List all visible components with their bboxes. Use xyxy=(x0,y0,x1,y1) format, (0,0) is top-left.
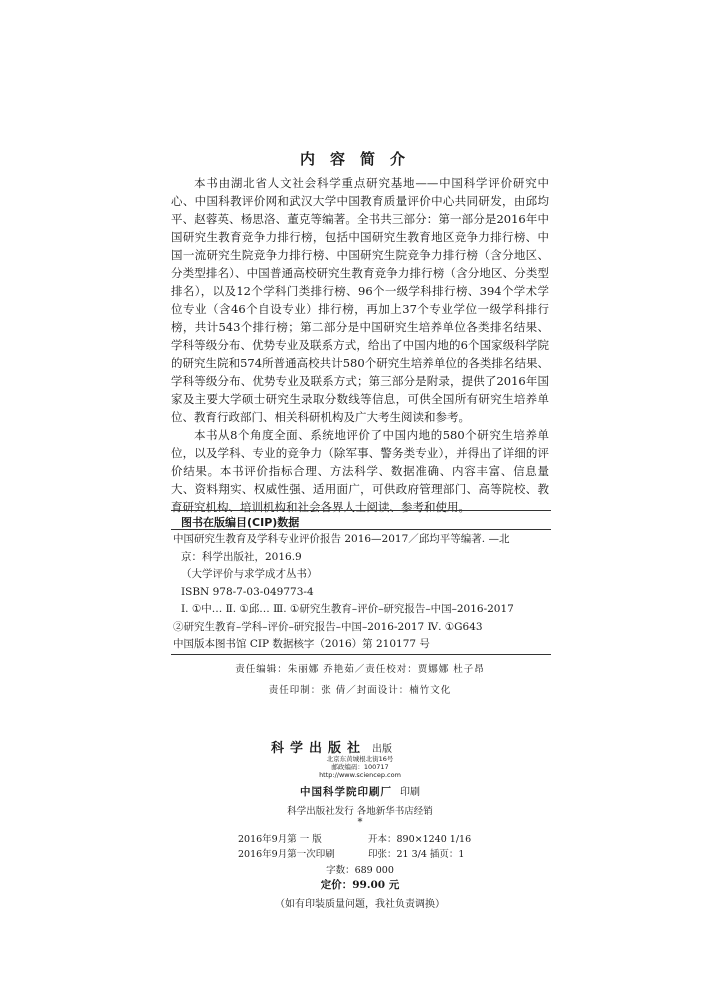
cip-line-series: （大学评价与求学成才丛书） xyxy=(181,568,318,580)
cip-bottom-rule xyxy=(171,654,551,655)
quality-notice: （如有印装质量问题，我社负责调换） xyxy=(275,899,445,910)
distribution-line: 科学出版社发行 各地新华书店经销 xyxy=(287,806,433,817)
spec-row-edition xyxy=(238,831,472,845)
publisher-suffix: 出版 xyxy=(372,744,393,755)
content-summary xyxy=(171,174,549,516)
publisher-line xyxy=(271,737,392,756)
cip-line-publisher: 京：科学出版社，2016.9 xyxy=(181,550,302,563)
cip-record xyxy=(171,531,551,654)
printer-line xyxy=(0,780,720,799)
publisher-postcode: 邮政编码：100717 xyxy=(331,763,389,771)
credits-editors: 责任编辑：朱丽娜 乔艳茹／责任校对：贾娜娜 杜子昂 xyxy=(235,664,485,675)
cip-line-title: 中国研究生教育及学科专业评价报告 2016—2017／邱均平等编著. —北 xyxy=(173,533,510,545)
cip-top-rule xyxy=(171,510,551,511)
separator-star: * xyxy=(357,817,363,828)
publisher-name: 科学出版社 xyxy=(271,741,367,756)
cip-heading: 图书在版编目(CIP)数据 xyxy=(181,516,300,529)
format-text: 开本：890×1240 1/16 xyxy=(368,834,472,845)
sheets-text: 印张：21 3/4 插页：1 xyxy=(368,849,465,860)
cip-line-classification-2: ②研究生教育–学科–评价–研究报告–中国–2016-2017 Ⅳ. ①G643 xyxy=(173,620,483,633)
summary-paragraph-2: 本书从8个角度全面、系统地评价了中国内地的580个研究生培养单位，以及学科、专业的竞争力（除军事、警务类专业），并得出了详细的评价结果。本书评价指标合理、方法科学、数据准确、内容丰富、信息量大、资料翔实、权威性强、适用面广，可供政府管理部门、高等院校、教育研究机构、培训机构和社会各界人士阅读、参考和使用。 xyxy=(171,428,549,514)
content-summary-title: 内容简介 xyxy=(299,150,420,168)
printing-text: 2016年9月第一次印刷 xyxy=(238,849,335,860)
publisher-address: 北京东黄城根北街16号 xyxy=(326,755,394,763)
cip-line-record-number: 中国版本图书馆 CIP 数据核字（2016）第 210177 号 xyxy=(173,638,430,650)
price: 定价：99.00 元 xyxy=(320,879,400,891)
credits-printing: 责任印制：张 倩／封面设计：楠竹文化 xyxy=(268,685,452,696)
cip-line-classification-1: Ⅰ. ①中… Ⅱ. ①邱… Ⅲ. ①研究生教育–评价–研究报告–中国–2016-2017 xyxy=(181,603,514,615)
cip-line-isbn: ISBN 978-7-03-049773-4 xyxy=(181,585,314,598)
printer-name: 中国科学院印刷厂 xyxy=(300,786,392,798)
edition-text: 2016年9月第 一 版 xyxy=(238,834,322,845)
publisher-website: http://www.sciencep.com xyxy=(319,771,401,779)
spec-row-printing xyxy=(238,846,465,860)
word-count: 字数：689 000 xyxy=(326,865,394,876)
printer-suffix: 印刷 xyxy=(400,787,420,798)
cip-heading-rule xyxy=(171,529,551,530)
summary-paragraph-1: 本书由湖北省人文社会科学重点研究基地——中国科学评价研究中心、中国科教评价网和武汉大学中国教育质量评价中心共同研发，由邱均平、赵蓉英、杨思洛、董克等编著。全书共三部分：第一部分是2016年中国研究生教育竞争力排行榜，包括中国研究生教育地区竞争力排行榜、中国一流研究生院竞争力排行榜、中国研究生院竞争力排行榜（含分地区、分类型排名）、中国普通高校研究生教育竞争力排行榜（含分地区、分类型排名），以及12个学科门类排行榜、96个一级学科排行榜、394个学术学位专业（含46个自设专业）排行榜，再加上37个专业学位一级学科排行榜，共计543个排行榜；第二部分是中国研究生培养单位各类排名结果、学科等级分布、优势专业及联系方式，给出了中国内地的6个国家级科学院的研究生院和574所普通高校共计580个研究生培养单位的各类排名结果、学科等级分布、优势专业及联系方式；第三部分是附录，提供了2016年国家及主要大学硕士研究生录取分数线等信息，可供全国所有研究生培养单位、教育行政部门、相关科研机构及广大考生阅读和参考。 xyxy=(171,176,549,424)
